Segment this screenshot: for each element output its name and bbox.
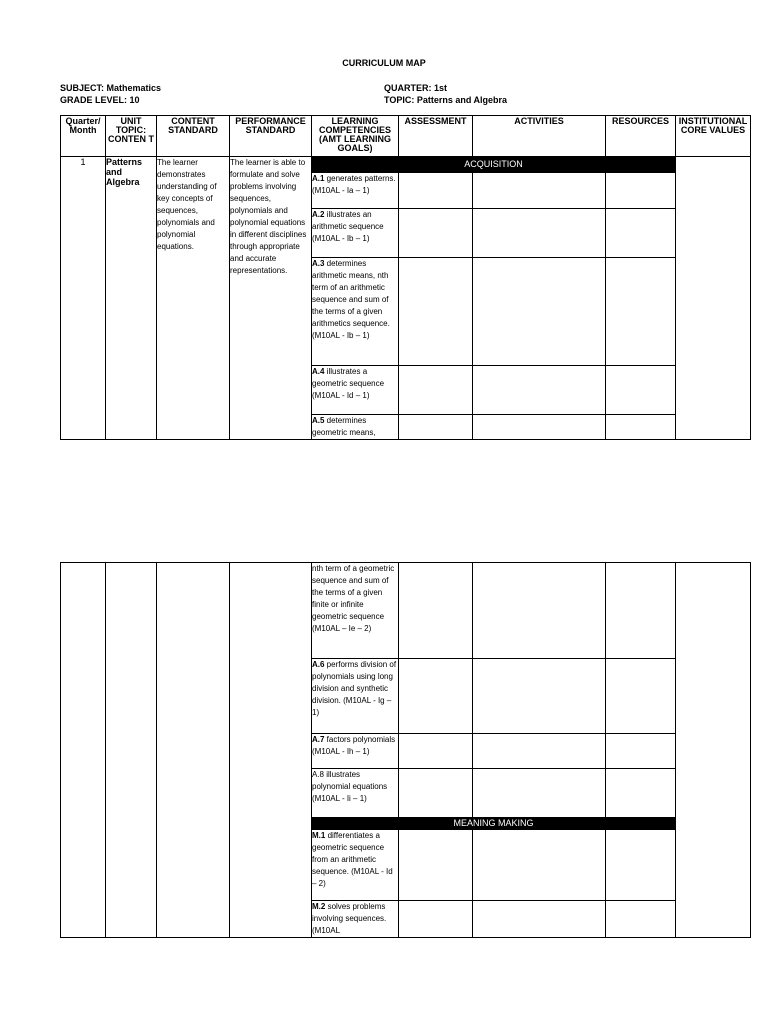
content-standard-cell: The learner demonstrates understanding of key concepts of sequences, polynomials and polynomial equations.	[157, 157, 230, 440]
competency-text: determines arithmetic means, nth term of an arithmetic sequence and sum of the terms of a given arithmetics sequence. (M10AL - Ib – 1)	[312, 259, 390, 340]
assessment-cell	[399, 209, 473, 258]
performance-standard-cell	[230, 563, 312, 938]
assessment-cell	[399, 659, 473, 734]
competency-cell	[312, 769, 399, 818]
competency-cell	[312, 830, 399, 901]
competency-cell	[312, 563, 399, 659]
competency-cell	[312, 258, 399, 366]
competency-code: A.6	[312, 660, 325, 669]
assessment-cell	[399, 734, 473, 769]
activities-cell	[473, 769, 606, 818]
quarter-cell	[61, 563, 106, 938]
assessment-cell	[399, 415, 473, 440]
core-values-cell	[676, 157, 751, 440]
competency-code: A.7	[312, 735, 325, 744]
resources-cell	[606, 734, 676, 769]
activities-cell	[473, 415, 606, 440]
competency-code: A.2	[312, 210, 325, 219]
meaning-making-band: MEANING MAKING	[312, 818, 676, 830]
assessment-cell	[399, 769, 473, 818]
assessment-cell	[399, 258, 473, 366]
competency-cell	[312, 415, 399, 440]
competency-text: performs division of polynomials using long division and synthetic division. (M10AL - Ig – 1)	[312, 660, 397, 717]
header-unit-topic: UNIT TOPIC: CONTEN T	[106, 116, 157, 157]
competency-cell	[312, 901, 399, 938]
competency-code: A.4	[312, 367, 325, 376]
header-resources: RESOURCES	[606, 116, 676, 157]
competency-text: factors polynomials (M10AL - Ih – 1)	[312, 735, 396, 756]
table-row	[61, 563, 751, 659]
activities-cell	[473, 901, 606, 938]
activities-cell	[473, 659, 606, 734]
grade-level-label: GRADE LEVEL: 10	[60, 95, 140, 105]
curriculum-table-page-2	[60, 562, 751, 938]
subject-label: SUBJECT: Mathematics	[60, 83, 162, 93]
activities-cell	[473, 734, 606, 769]
core-values-cell	[676, 563, 751, 938]
assessment-cell	[399, 830, 473, 901]
resources-cell	[606, 415, 676, 440]
activities-cell	[473, 209, 606, 258]
header-row	[61, 116, 751, 157]
content-standard-cell	[157, 563, 230, 938]
resources-cell	[606, 830, 676, 901]
activities-cell	[473, 563, 606, 659]
meta-left	[60, 82, 161, 106]
header-core-values: INSTITUTIONAL CORE VALUES	[676, 116, 751, 157]
quarter-label: QUARTER: 1st	[384, 83, 448, 93]
assessment-cell	[399, 563, 473, 659]
resources-cell	[606, 366, 676, 415]
header-learning-competencies: LEARNING COMPETENCIES (AMT LEARNING GOALS)	[312, 116, 399, 157]
activities-cell	[473, 258, 606, 366]
activities-cell	[473, 173, 606, 209]
resources-cell	[606, 209, 676, 258]
performance-standard-cell: The learner is able to formulate and solve problems involving sequences, polynomials and polynomial equations in different disciplines through appropriate and accurate representations.	[230, 157, 312, 440]
competency-code: A.5	[312, 416, 325, 425]
competency-text: determines geometric means,	[312, 416, 376, 437]
header-quarter-month: Quarter/ Month	[61, 116, 106, 157]
competency-text: illustrates a geometric sequence (M10AL - Id – 1)	[312, 367, 385, 400]
document-title: CURRICULUM MAP	[342, 58, 426, 68]
quarter-number: 1	[61, 157, 106, 440]
table-row	[61, 157, 751, 173]
competency-text: nth term of a geometric sequence and sum of the terms of a given finite or infinite geometric sequence (M10AL – Ie – 2)	[312, 564, 395, 633]
resources-cell	[606, 901, 676, 938]
assessment-cell	[399, 173, 473, 209]
header-activities: ACTIVITIES	[473, 116, 606, 157]
competency-cell	[312, 173, 399, 209]
assessment-cell	[399, 901, 473, 938]
resources-cell	[606, 258, 676, 366]
resources-cell	[606, 769, 676, 818]
competency-cell	[312, 209, 399, 258]
header-content-standard: CONTENT STANDARD	[157, 116, 230, 157]
competency-text: A.8 illustrates polynomial equations (M10AL - Ii – 1)	[312, 770, 388, 803]
competency-text: illustrates an arithmetic sequence (M10AL - Ib – 1)	[312, 210, 384, 243]
header-assessment: ASSESSMENT	[399, 116, 473, 157]
competency-text: solves problems involving sequences. (M10AL	[312, 902, 387, 935]
competency-code: M.1	[312, 831, 326, 840]
curriculum-table-page-1	[60, 115, 751, 440]
unit-topic-cell: Patterns and Algebra	[106, 157, 157, 440]
header-performance-standard: PERFORMANCE STANDARD	[230, 116, 312, 157]
unit-topic-cell	[106, 563, 157, 938]
resources-cell	[606, 173, 676, 209]
competency-text: generates patterns. (M10AL - Ia – 1)	[312, 174, 396, 195]
competency-code: A.3	[312, 259, 325, 268]
competency-cell	[312, 366, 399, 415]
assessment-cell	[399, 366, 473, 415]
resources-cell	[606, 659, 676, 734]
competency-cell	[312, 734, 399, 769]
competency-cell	[312, 659, 399, 734]
competency-code: A.1	[312, 174, 325, 183]
meta-right	[384, 82, 507, 106]
acquisition-band: ACQUISITION	[312, 157, 676, 173]
activities-cell	[473, 830, 606, 901]
resources-cell	[606, 563, 676, 659]
topic-label: TOPIC: Patterns and Algebra	[384, 95, 508, 105]
competency-text: differentiates a geometric sequence from an arithmetic sequence. (M10AL - Id – 2)	[312, 831, 393, 888]
competency-code: M.2	[312, 902, 326, 911]
activities-cell	[473, 366, 606, 415]
